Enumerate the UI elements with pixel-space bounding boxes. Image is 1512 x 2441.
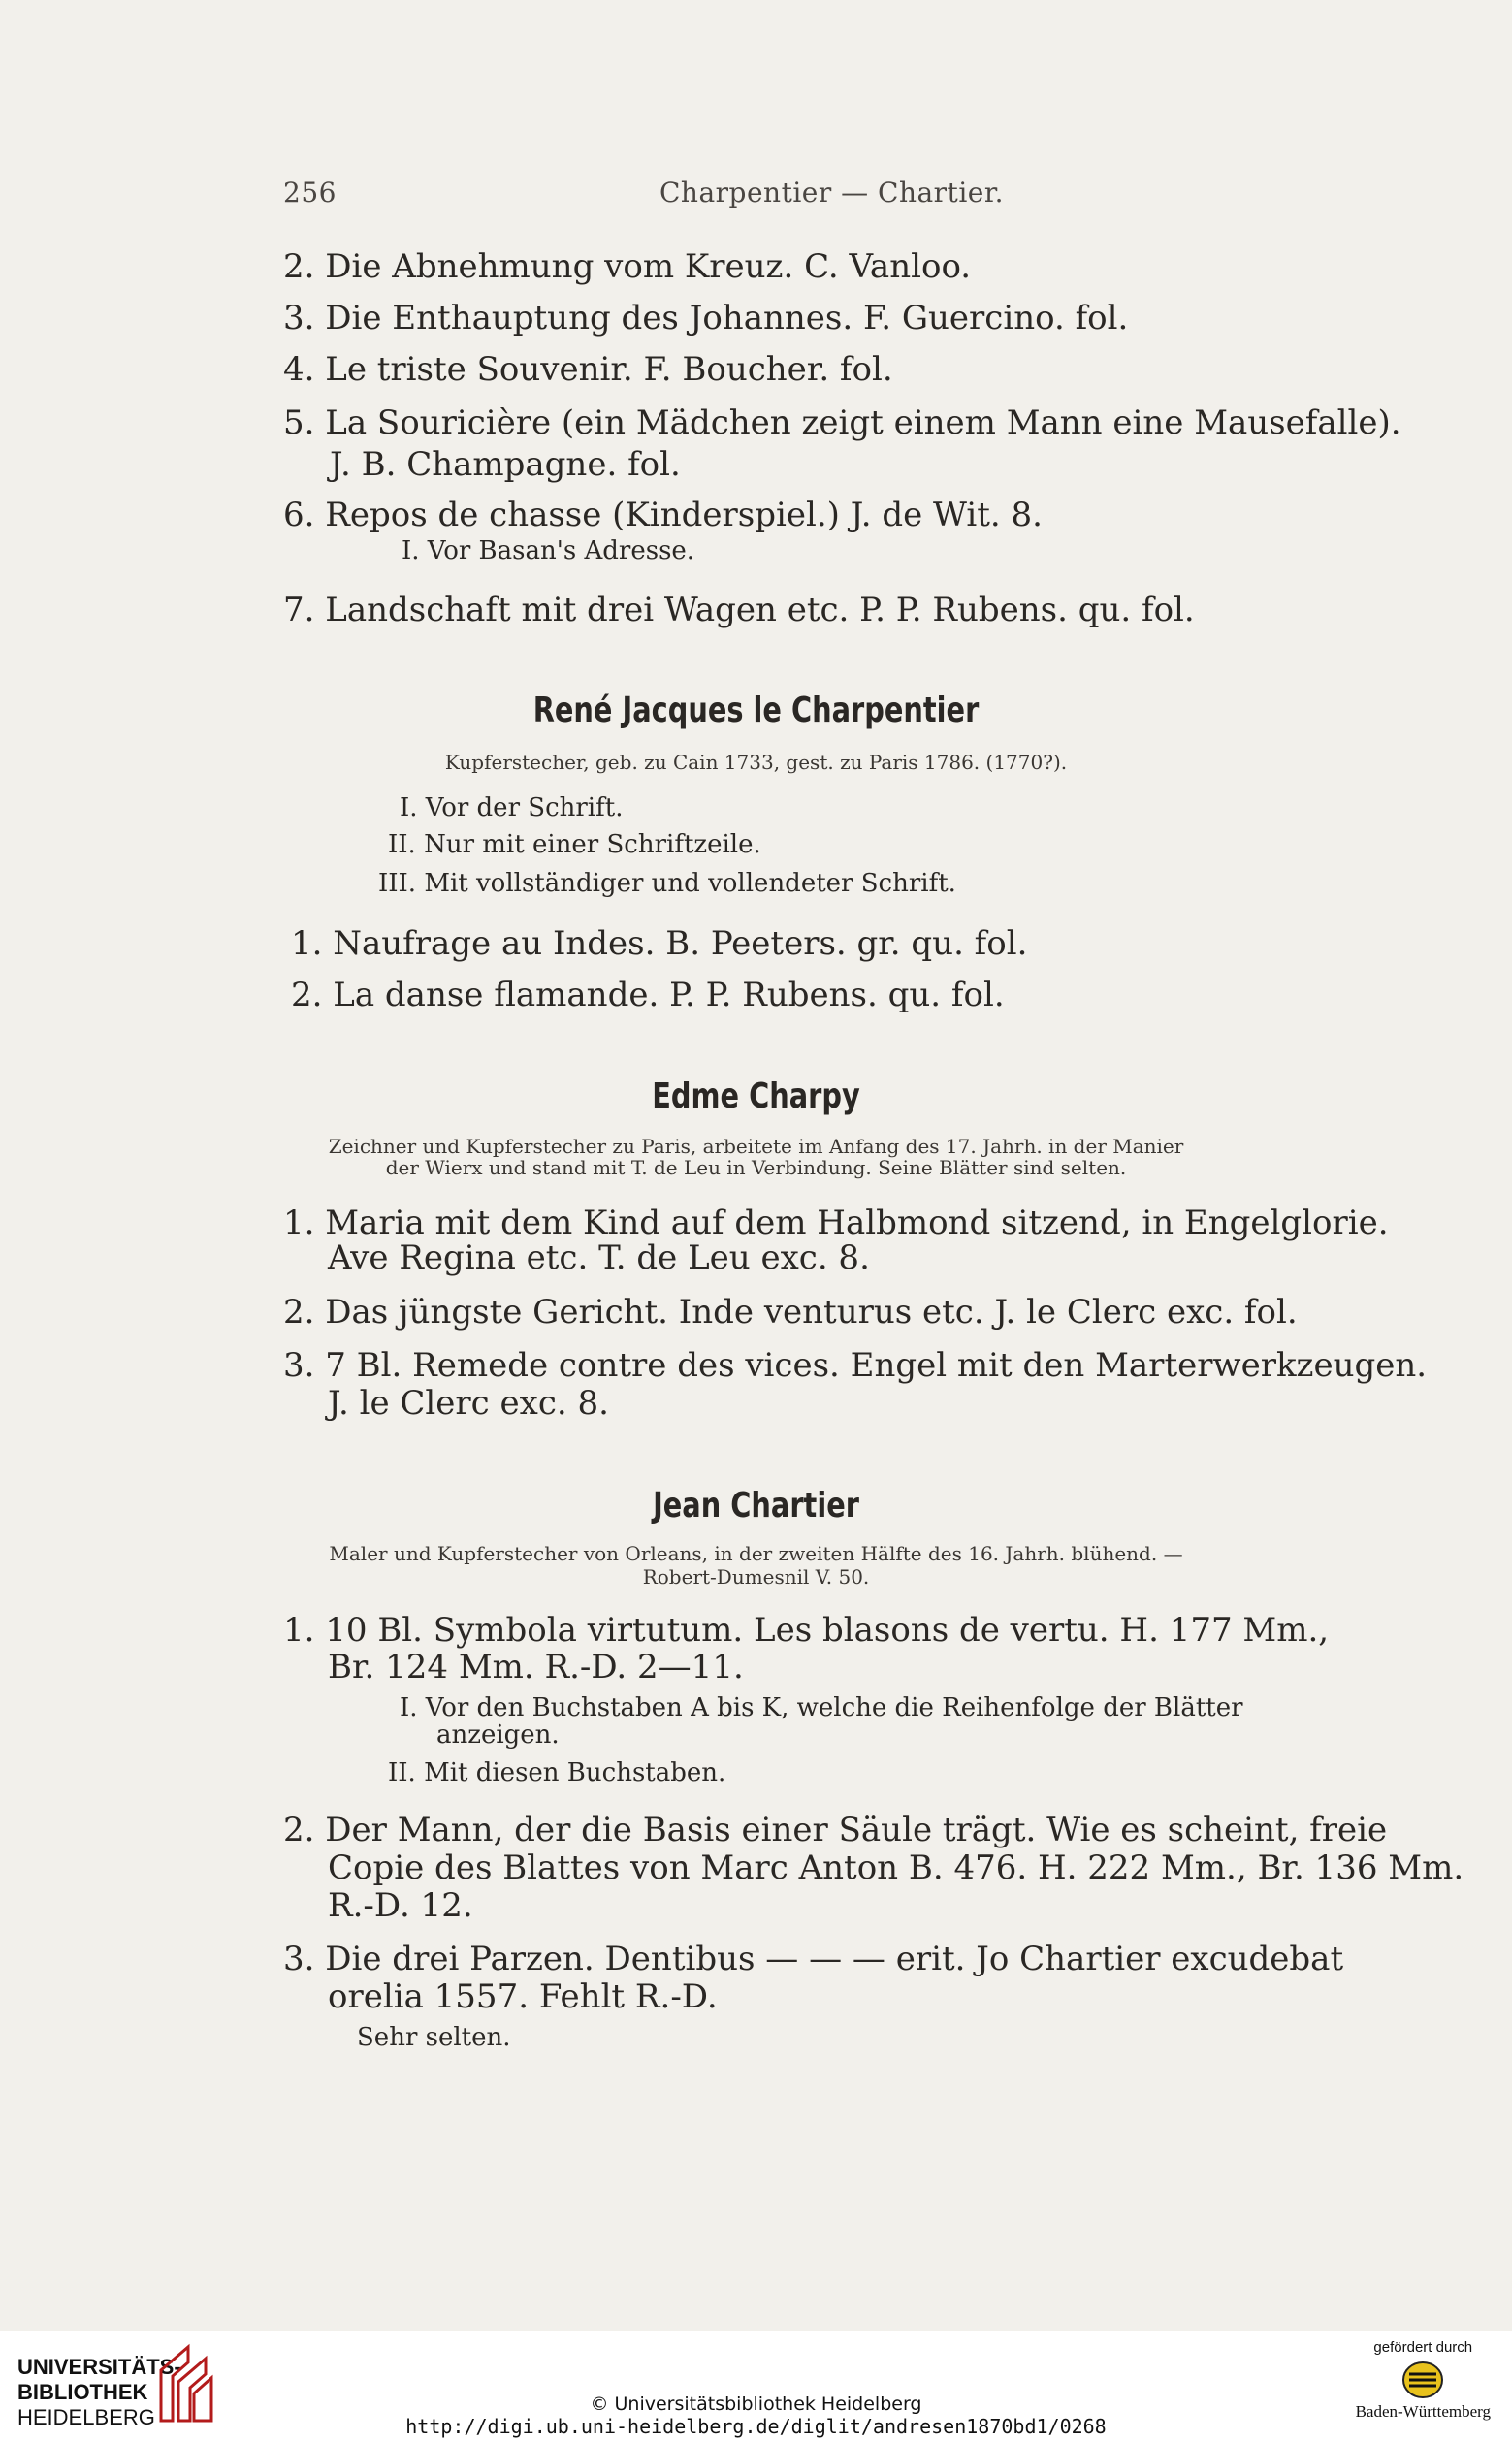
entry-line: 3. Die drei Parzen. Dentibus — — — erit. Jo Chartier excudebat: [283, 1940, 1344, 1978]
entry-line: 4. Le triste Souvenir. F. Boucher. fol.: [283, 350, 893, 389]
artist-bio: Zeichner und Kupferstecher zu Paris, arbeitete im Anfang des 17. Jahrh. in der Manier: [328, 1135, 1184, 1158]
coat-of-arms-icon: [1401, 2361, 1444, 2399]
entry-line: J. B. Champagne. fol.: [330, 445, 681, 484]
artist-bio: der Wierx und stand mit T. de Leu in Verbindung. Seine Blätter sind selten.: [385, 1156, 1127, 1179]
artist-heading: René Jacques le Charpentier: [532, 691, 980, 730]
entry-line: 7. Landschaft mit drei Wagen etc. P. P. Rubens. qu. fol.: [283, 591, 1195, 629]
state-line: II. Nur mit einer Schriftzeile.: [388, 830, 761, 859]
artist-bio: Kupferstecher, geb. zu Cain 1733, gest. zu Paris 1786. (1770?).: [444, 751, 1068, 774]
entry-line: Copie des Blattes von Marc Anton B. 476. H. 222 Mm., Br. 136 Mm.: [328, 1848, 1464, 1887]
state-line: I. Vor Basan's Adresse.: [402, 536, 695, 565]
entry-line: 5. La Souricière (ein Mädchen zeigt einem Mann eine Mausefalle).: [283, 403, 1401, 442]
state-line: I. Vor den Buchstaben A bis K, welche die Reihenfolge der Blätter: [400, 1693, 1243, 1722]
entry-line: 2. Die Abnehmung vom Kreuz. C. Vanloo.: [283, 247, 972, 286]
artist-bio: Robert-Dumesnil V. 50.: [642, 1565, 870, 1589]
permalink[interactable]: http://digi.ub.uni-heidelberg.de/diglit/andresen1870bd1/0268: [405, 2415, 1107, 2438]
library-name-line: UNIVERSITÄTS-: [17, 2355, 181, 2379]
entry-line: 1. Naufrage au Indes. B. Peeters. gr. qu. fol.: [291, 924, 1028, 963]
state-line: I. Vor der Schrift.: [400, 793, 624, 822]
sponsor-name: Baden-Württemberg: [1355, 2402, 1491, 2421]
entry-line: Ave Regina etc. T. de Leu exc. 8.: [328, 1238, 870, 1277]
footer-bar: [0, 2331, 1512, 2441]
entry-line: 2. Das jüngste Gericht. Inde venturus etc. J. le Clerc exc. fol.: [283, 1293, 1298, 1332]
sponsor-block[interactable]: [1356, 2339, 1491, 2422]
artist-bio: Maler und Kupferstecher von Orleans, in der zweiten Hälfte des 16. Jahrh. blühend. —: [329, 1542, 1183, 1565]
page-number: 256: [283, 177, 337, 209]
library-name-line: BIBLIOTHEK: [17, 2380, 148, 2404]
entry-line: 3. 7 Bl. Remede contre des vices. Engel mit den Marterwerkzeugen.: [283, 1346, 1428, 1385]
entry-line: R.-D. 12.: [328, 1886, 473, 1925]
copyright-text: © Universitätsbibliothek Heidelberg: [590, 2393, 922, 2415]
entry-line: 2. La danse flamande. P. P. Rubens. qu. fol.: [291, 976, 1005, 1014]
entry-line: 6. Repos de chasse (Kinderspiel.) J. de Wit. 8.: [283, 496, 1043, 534]
library-name-line: HEIDELBERG: [17, 2405, 155, 2429]
entry-line: J. le Clerc exc. 8.: [328, 1384, 609, 1423]
artist-heading: Jean Chartier: [653, 1486, 859, 1526]
running-title: Charpentier — Chartier.: [659, 177, 1005, 209]
entry-line: 1. Maria mit dem Kind auf dem Halbmond sitzend, in Engelglorie.: [283, 1204, 1389, 1242]
state-line: anzeigen.: [436, 1720, 560, 1750]
entry-line: 3. Die Enthauptung des Johannes. F. Guercino. fol.: [283, 299, 1129, 337]
note-line: Sehr selten.: [357, 2023, 511, 2052]
state-line: III. Mit vollständiger und vollendeter Schrift.: [378, 869, 956, 898]
sponsor-label: gefördert durch: [1373, 2339, 1473, 2356]
entry-line: 1. 10 Bl. Symbola virtutum. Les blasons de vertu. H. 177 Mm.,: [283, 1611, 1330, 1650]
entry-line: orelia 1557. Fehlt R.-D.: [328, 1977, 718, 2016]
artist-heading: Edme Charpy: [652, 1076, 860, 1116]
state-line: II. Mit diesen Buchstaben.: [388, 1758, 726, 1787]
entry-line: Br. 124 Mm. R.-D. 2—11.: [328, 1648, 744, 1686]
entry-line: 2. Der Mann, der die Basis einer Säule trägt. Wie es scheint, freie: [283, 1811, 1388, 1849]
